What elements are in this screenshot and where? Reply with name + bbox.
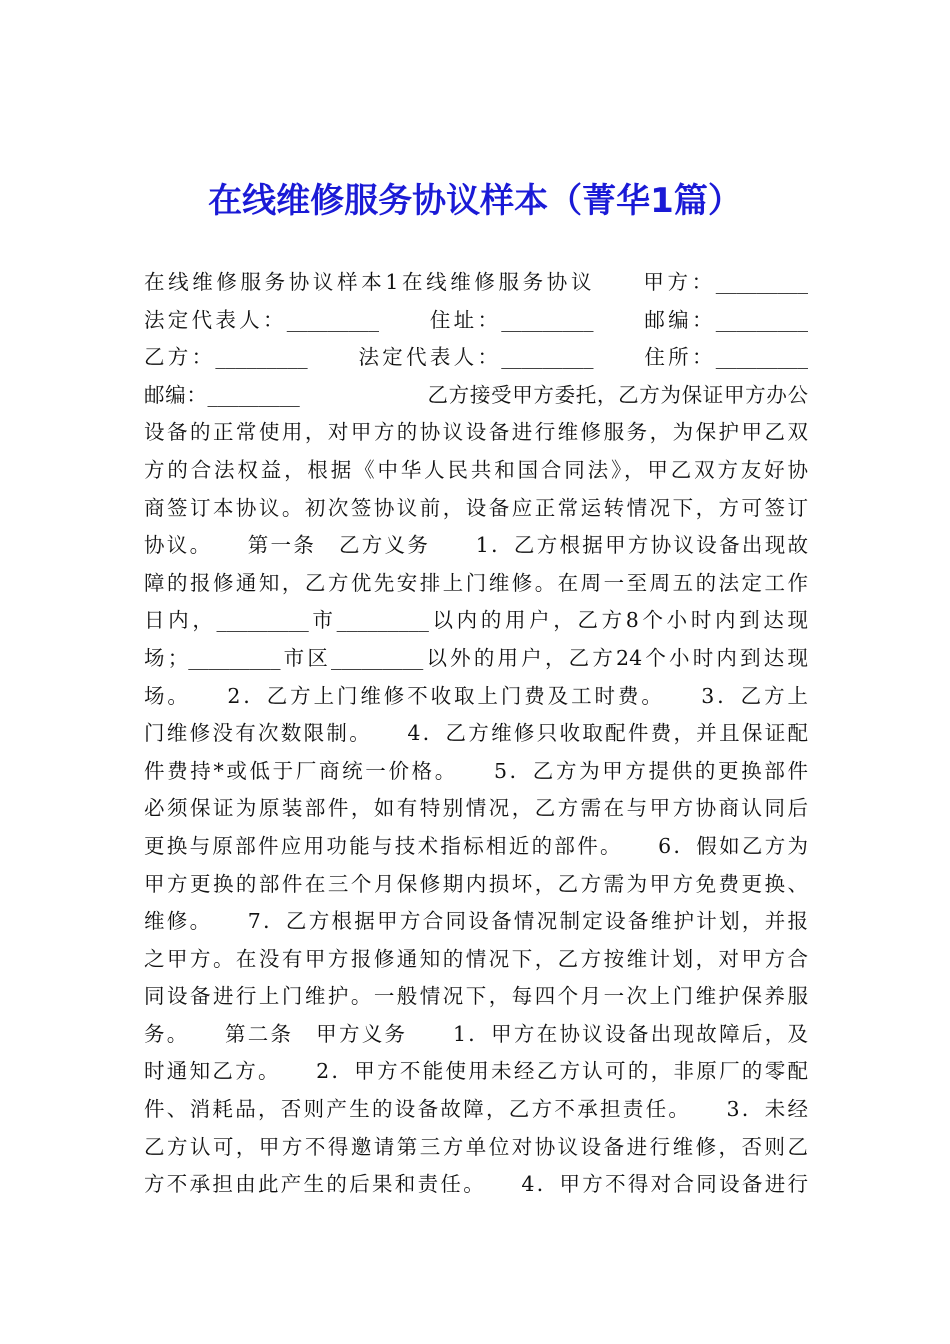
body-line: 日内，_________市_________以内的用户，乙方8个小时内到达现 [144, 608, 808, 633]
body-line: 维修。 7．乙方根据甲方合同设备情况制定设备维护计划，并报 [144, 909, 808, 934]
document-title: 在线维修服务协议样本（菁华1篇） [208, 181, 742, 221]
body-line: 件费持*或低于厂商统一价格。 5．乙方为甲方提供的更换部件 [144, 758, 808, 783]
body-line: 乙方：_________ 法定代表人：_________ 住所：_________ [144, 345, 808, 370]
body-line: 邮编：_________ 乙方接受甲方委托，乙方为保证甲方办公 [144, 382, 808, 407]
body-line: 障的报修通知，乙方优先安排上门维修。在周一至周五的法定工作 [144, 570, 808, 595]
body-line: 同设备进行上门维护。一般情况下，每四个月一次上门维护保养服 [144, 984, 808, 1009]
document-body [144, 264, 808, 1204]
body-line: 门维修没有次数限制。 4．乙方维修只收取配件费，并且保证配 [144, 721, 808, 746]
body-line: 时通知乙方。 2．甲方不能使用未经乙方认可的，非原厂的零配 [144, 1059, 808, 1084]
body-line: 法定代表人：_________ 住址：_________ 邮编：_________ [144, 307, 808, 332]
body-line: 甲方更换的部件在三个月保修期内损坏，乙方需为甲方免费更换、 [144, 871, 808, 896]
body-line: 在线维修服务协议样本1在线维修服务协议 甲方：_________ [144, 270, 808, 294]
body-line: 更换与原部件应用功能与技术指标相近的部件。 6．假如乙方为 [144, 833, 808, 858]
body-line: 场。 2．乙方上门维修不收取上门费及工时费。 3．乙方上 [144, 683, 808, 708]
body-line: 乙方认可，甲方不得邀请第三方单位对协议设备进行维修，否则乙 [144, 1134, 808, 1159]
body-line: 商签订本协议。初次签协议前，设备应正常运转情况下，方可签订 [144, 495, 808, 520]
body-line: 件、消耗品，否则产生的设备故障，乙方不承担责任。 3．未经 [144, 1097, 808, 1122]
body-line: 设备的正常使用，对甲方的协议设备进行维修服务，为保护甲乙双 [144, 420, 808, 445]
body-line: 协议。 第一条 乙方义务 1．乙方根据甲方协议设备出现故 [144, 533, 808, 558]
body-line: 方不承担由此产生的后果和责任。 4．甲方不得对合同设备进行 [144, 1172, 808, 1197]
body-line: 必须保证为原装部件，如有特别情况，乙方需在与甲方协商认同后 [144, 796, 808, 821]
body-line: 方的合法权益，根据《中华人民共和国合同法》，甲乙双方友好协 [144, 457, 808, 482]
body-line: 之甲方。在没有甲方报修通知的情况下，乙方按维计划，对甲方合 [144, 946, 808, 971]
body-line: 务。 第二条 甲方义务 1．甲方在协议设备出现故障后，及 [144, 1021, 808, 1046]
body-line: 场；_________市区_________以外的用户，乙方24个小时内到达现 [144, 645, 808, 670]
